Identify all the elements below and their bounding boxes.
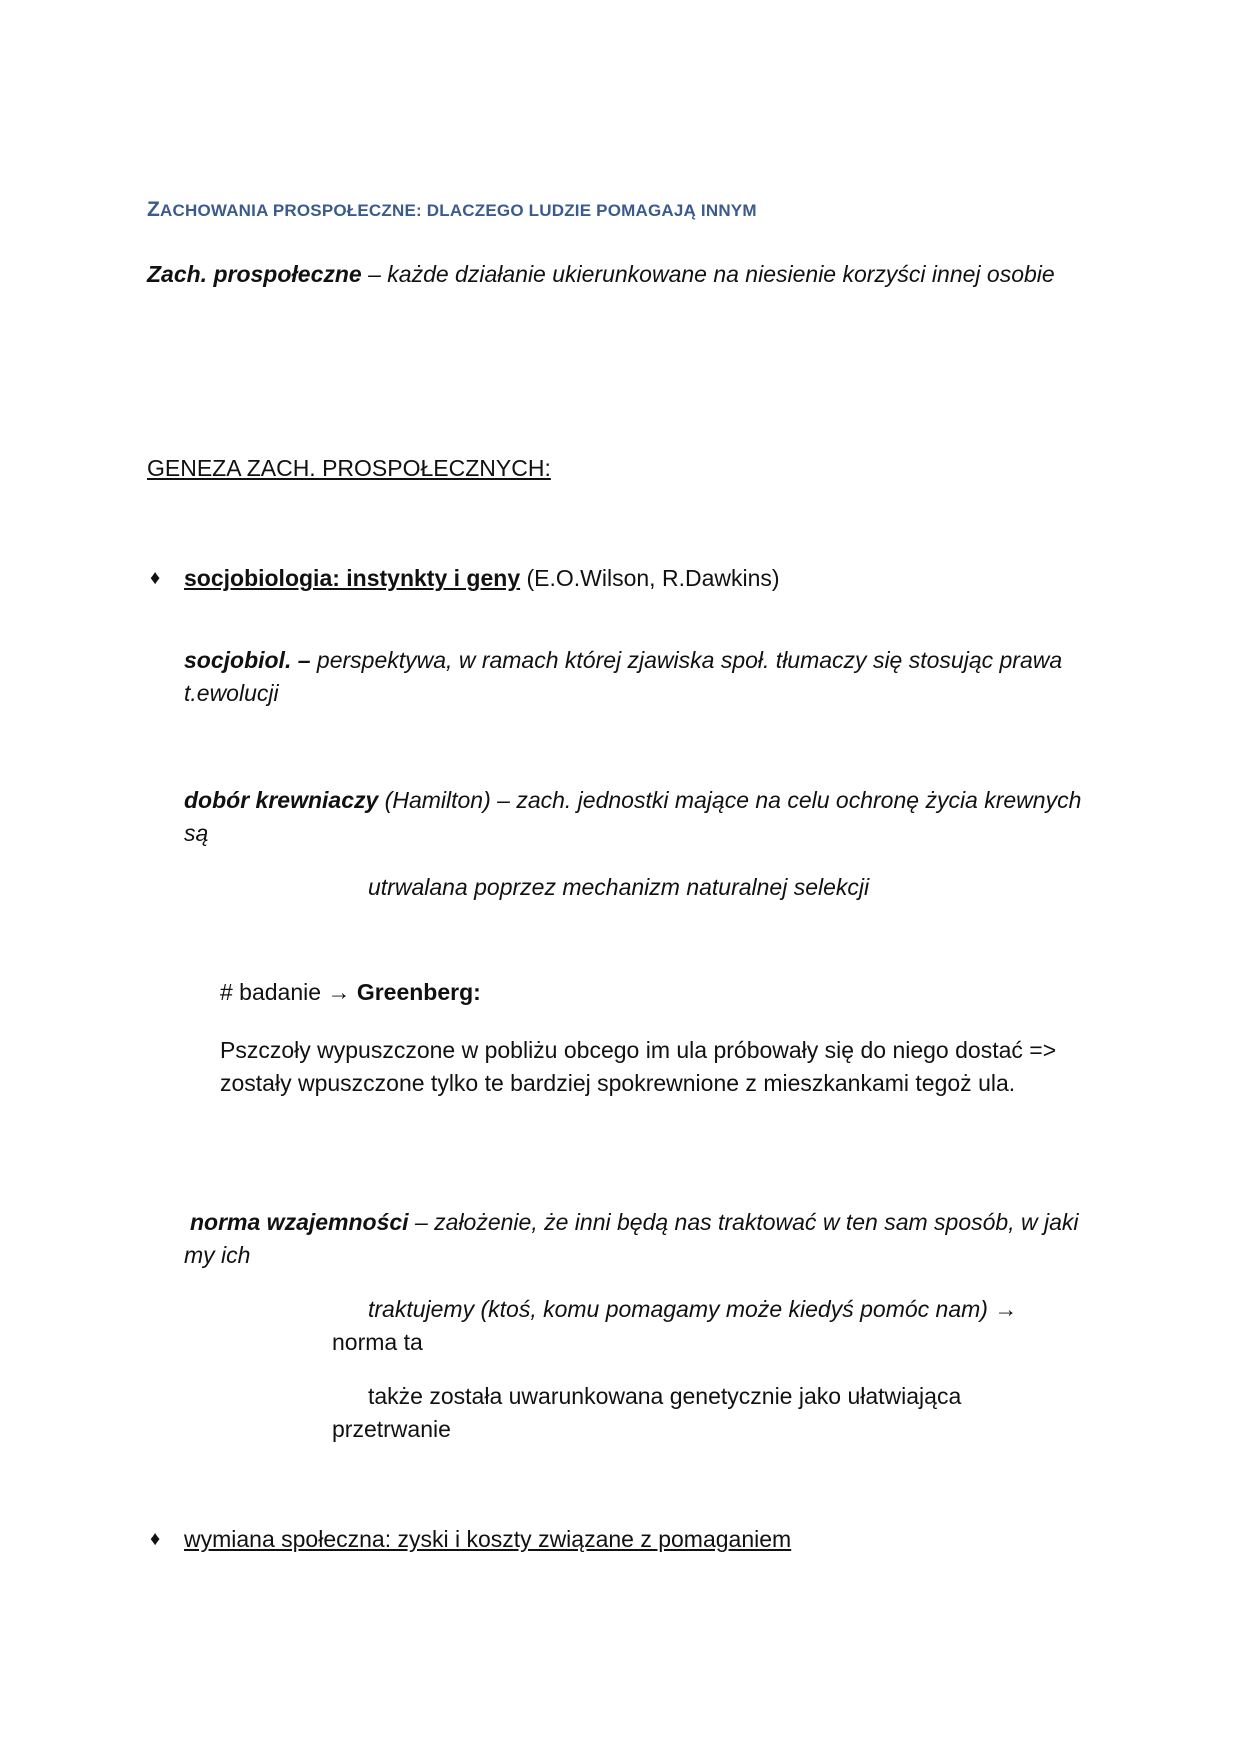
page-title [147, 198, 757, 222]
socjobiol-text: perspektywa, w ramach której zjawiska społ. tłumaczy się stosując prawa t.ewolucji [184, 647, 1063, 706]
dobor-paragraph [184, 784, 1084, 850]
socjobiol-dash: – [291, 647, 317, 673]
norma-line4: także została uwarunkowana genetycznie jako ułatwiająca [368, 1383, 962, 1409]
arrow-right-icon: → [327, 979, 351, 1005]
dobor-term: dobór krewniaczy [184, 787, 379, 813]
bullet-authors: (E.O.Wilson, R.Dawkins) [520, 565, 780, 591]
dobor-continuation: utrwalana poprzez mechanizm naturalnej selekcji [368, 874, 870, 900]
norma-line2 [368, 1293, 1017, 1326]
norma-line2-text: traktujemy (ktoś, komu pomagamy może kiedyś pomóc nam) [368, 1296, 995, 1322]
dobor-text: (Hamilton) – zach. jednostki mające na celu ochronę życia krewnych są [184, 787, 1082, 846]
study-heading [220, 976, 481, 1009]
section-heading: GENEZA ZACH. PROSPOŁECZNYCH: [147, 455, 551, 481]
bullet-item-socjobiologia [184, 562, 780, 595]
diamond-bullet-icon: ♦ [150, 567, 161, 589]
study-name: Greenberg: [350, 979, 481, 1005]
study-text: Pszczoły wypuszczone w pobliżu obcego im ula próbowały się do niego dostać => zostały wpuszczone tylko te bardziej spokrewnione z mieszkankami tegoż ula. [220, 1037, 1057, 1096]
norma-text: – założenie, że inni będą nas traktować w ten sam sposób, w jaki my ich [184, 1209, 1079, 1268]
title-first-letter: Z [147, 198, 161, 221]
definition-term: Zach. prospołeczne [147, 261, 362, 287]
norma-line5: przetrwanie [332, 1416, 451, 1442]
bullet-title: socjobiologia: instynkty i geny [184, 565, 521, 591]
socjobiol-paragraph [184, 644, 1084, 710]
norma-paragraph [184, 1206, 1099, 1272]
arrow-right-icon: → [994, 1296, 1018, 1322]
diamond-bullet-icon: ♦ [150, 1528, 161, 1550]
study-prefix: # badanie [220, 979, 328, 1005]
title-rest: ACHOWANIA PROSPOŁECZNE: DLACZEGO LUDZIE POMAGAJĄ INNYM [160, 201, 757, 220]
norma-line3: norma ta [332, 1329, 423, 1355]
definition-paragraph [147, 258, 1077, 291]
socjobiol-term: socjobiol. [184, 647, 292, 673]
bullet-item-wymiana: wymiana społeczna: zyski i koszty związane z pomaganiem [184, 1526, 792, 1552]
norma-term: norma wzajemności [190, 1209, 409, 1235]
definition-text: – każde działanie ukierunkowane na niesienie korzyści innej osobie [361, 261, 1055, 287]
